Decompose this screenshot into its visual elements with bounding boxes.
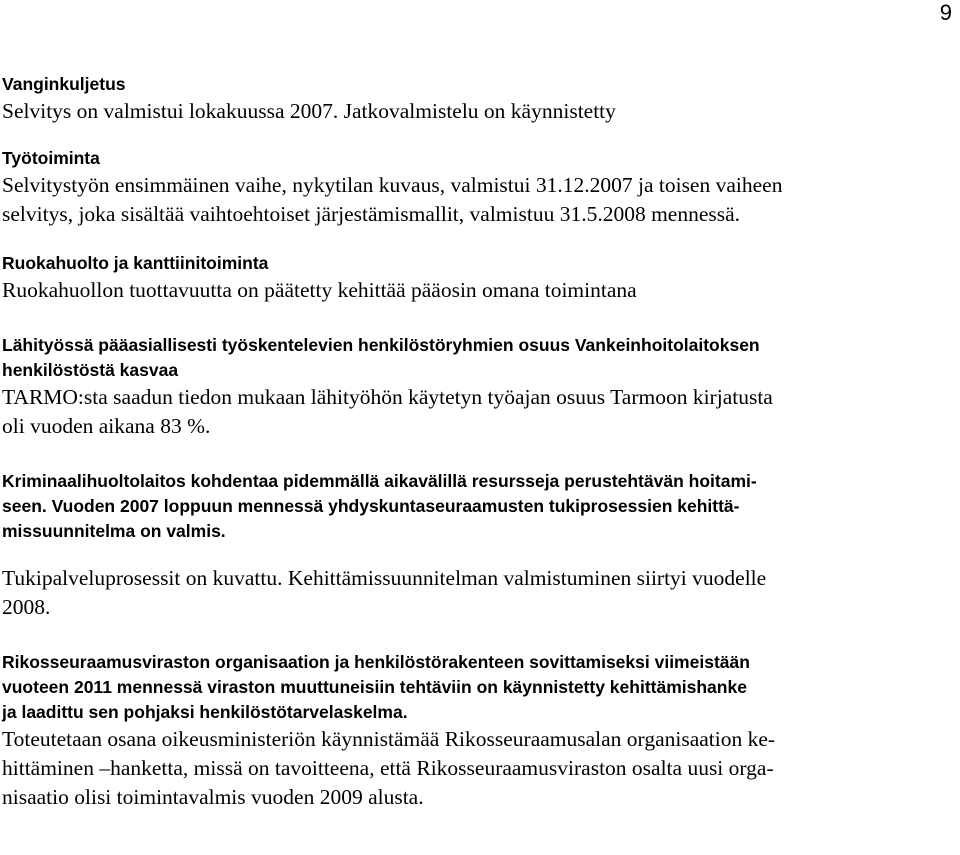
section-paragraph: [2, 97, 956, 126]
section-paragraph: [2, 564, 956, 622]
paragraph-line: TARMO:sta saadun tiedon mukaan lähityöhön käytetyn työajan osuus Tarmoon kirjatusta: [2, 385, 773, 409]
heading-line: ja laadittu sen pohjaksi henkilöstötarvelaskelma.: [2, 702, 408, 722]
paragraph-line: selvitys, joka sisältää vaihtoehtoiset järjestämismallit, valmistuu 31.5.2008 mennessä.: [2, 202, 741, 226]
document-body: [2, 72, 956, 812]
section-heading: [2, 469, 956, 544]
section-kriminaalihuolto: [2, 469, 956, 622]
section-tyotoiminta: [2, 146, 956, 229]
section-heading: Työtoiminta: [2, 148, 100, 168]
heading-line: Kriminaalihuoltolaitos kohdentaa pidemmällä aikavälillä resursseja perustehtävän hoitami-: [2, 471, 757, 491]
section-paragraph: [2, 725, 956, 812]
paragraph-line: 2008.: [2, 595, 51, 619]
section-paragraph: [2, 383, 956, 441]
section-heading: Vanginkuljetus: [2, 74, 126, 94]
section-vanginkuljetus: [2, 72, 956, 126]
paragraph-line: oli vuoden aikana 83 %.: [2, 414, 211, 438]
heading-line: Lähityössä pääasiallisesti työskentelevien henkilöstöryhmien osuus Vankeinhoitolaitoksen: [2, 335, 760, 355]
paragraph-line: nisaatio olisi toimintavalmis vuoden 2009 alusta.: [2, 785, 424, 809]
paragraph-line: Ruokahuollon tuottavuutta on päätetty kehittää pääosin omana toimintana: [2, 278, 637, 302]
section-paragraph: [2, 276, 956, 305]
paragraph-line: hittäminen –hanketta, missä on tavoitteena, että Rikosseuraamusviraston osalta uusi orga-: [2, 756, 774, 780]
heading-line: missuunnitelma on valmis.: [2, 521, 226, 541]
section-lahityo: [2, 333, 956, 441]
paragraph-line: Toteutetaan osana oikeusministeriön käynnistämää Rikosseuraamusalan organisaation ke-: [2, 727, 776, 751]
paragraph-line: Selvitys on valmistui lokakuussa 2007. Jatkovalmistelu on käynnistetty: [2, 99, 616, 123]
heading-line: seen. Vuoden 2007 loppuun mennessä yhdyskuntaseuraamusten tukiprosessien kehittä-: [2, 496, 740, 516]
heading-line: vuoteen 2011 mennessä viraston muuttuneisiin tehtäviin on käynnistetty kehittämishanke: [2, 677, 747, 697]
paragraph-line: Selvitystyön ensimmäinen vaihe, nykytilan kuvaus, valmistui 31.12.2007 ja toisen vaiheen: [2, 173, 783, 197]
paragraph-line: Tukipalveluprosessit on kuvattu. Kehittämissuunnitelman valmistuminen siirtyi vuodelle: [2, 566, 767, 590]
section-ruokahuolto: [2, 251, 956, 305]
heading-line: Rikosseuraamusviraston organisaation ja henkilöstörakenteen sovittamiseksi viimeistään: [2, 652, 750, 672]
section-rikosseuraamusvirasto: [2, 650, 956, 812]
page-number: 9: [939, 0, 952, 25]
section-paragraph: [2, 171, 956, 229]
section-heading: [2, 650, 956, 725]
section-heading: [2, 333, 956, 383]
section-heading: Ruokahuolto ja kanttiinitoiminta: [2, 253, 269, 273]
heading-line: henkilöstöstä kasvaa: [2, 360, 179, 380]
